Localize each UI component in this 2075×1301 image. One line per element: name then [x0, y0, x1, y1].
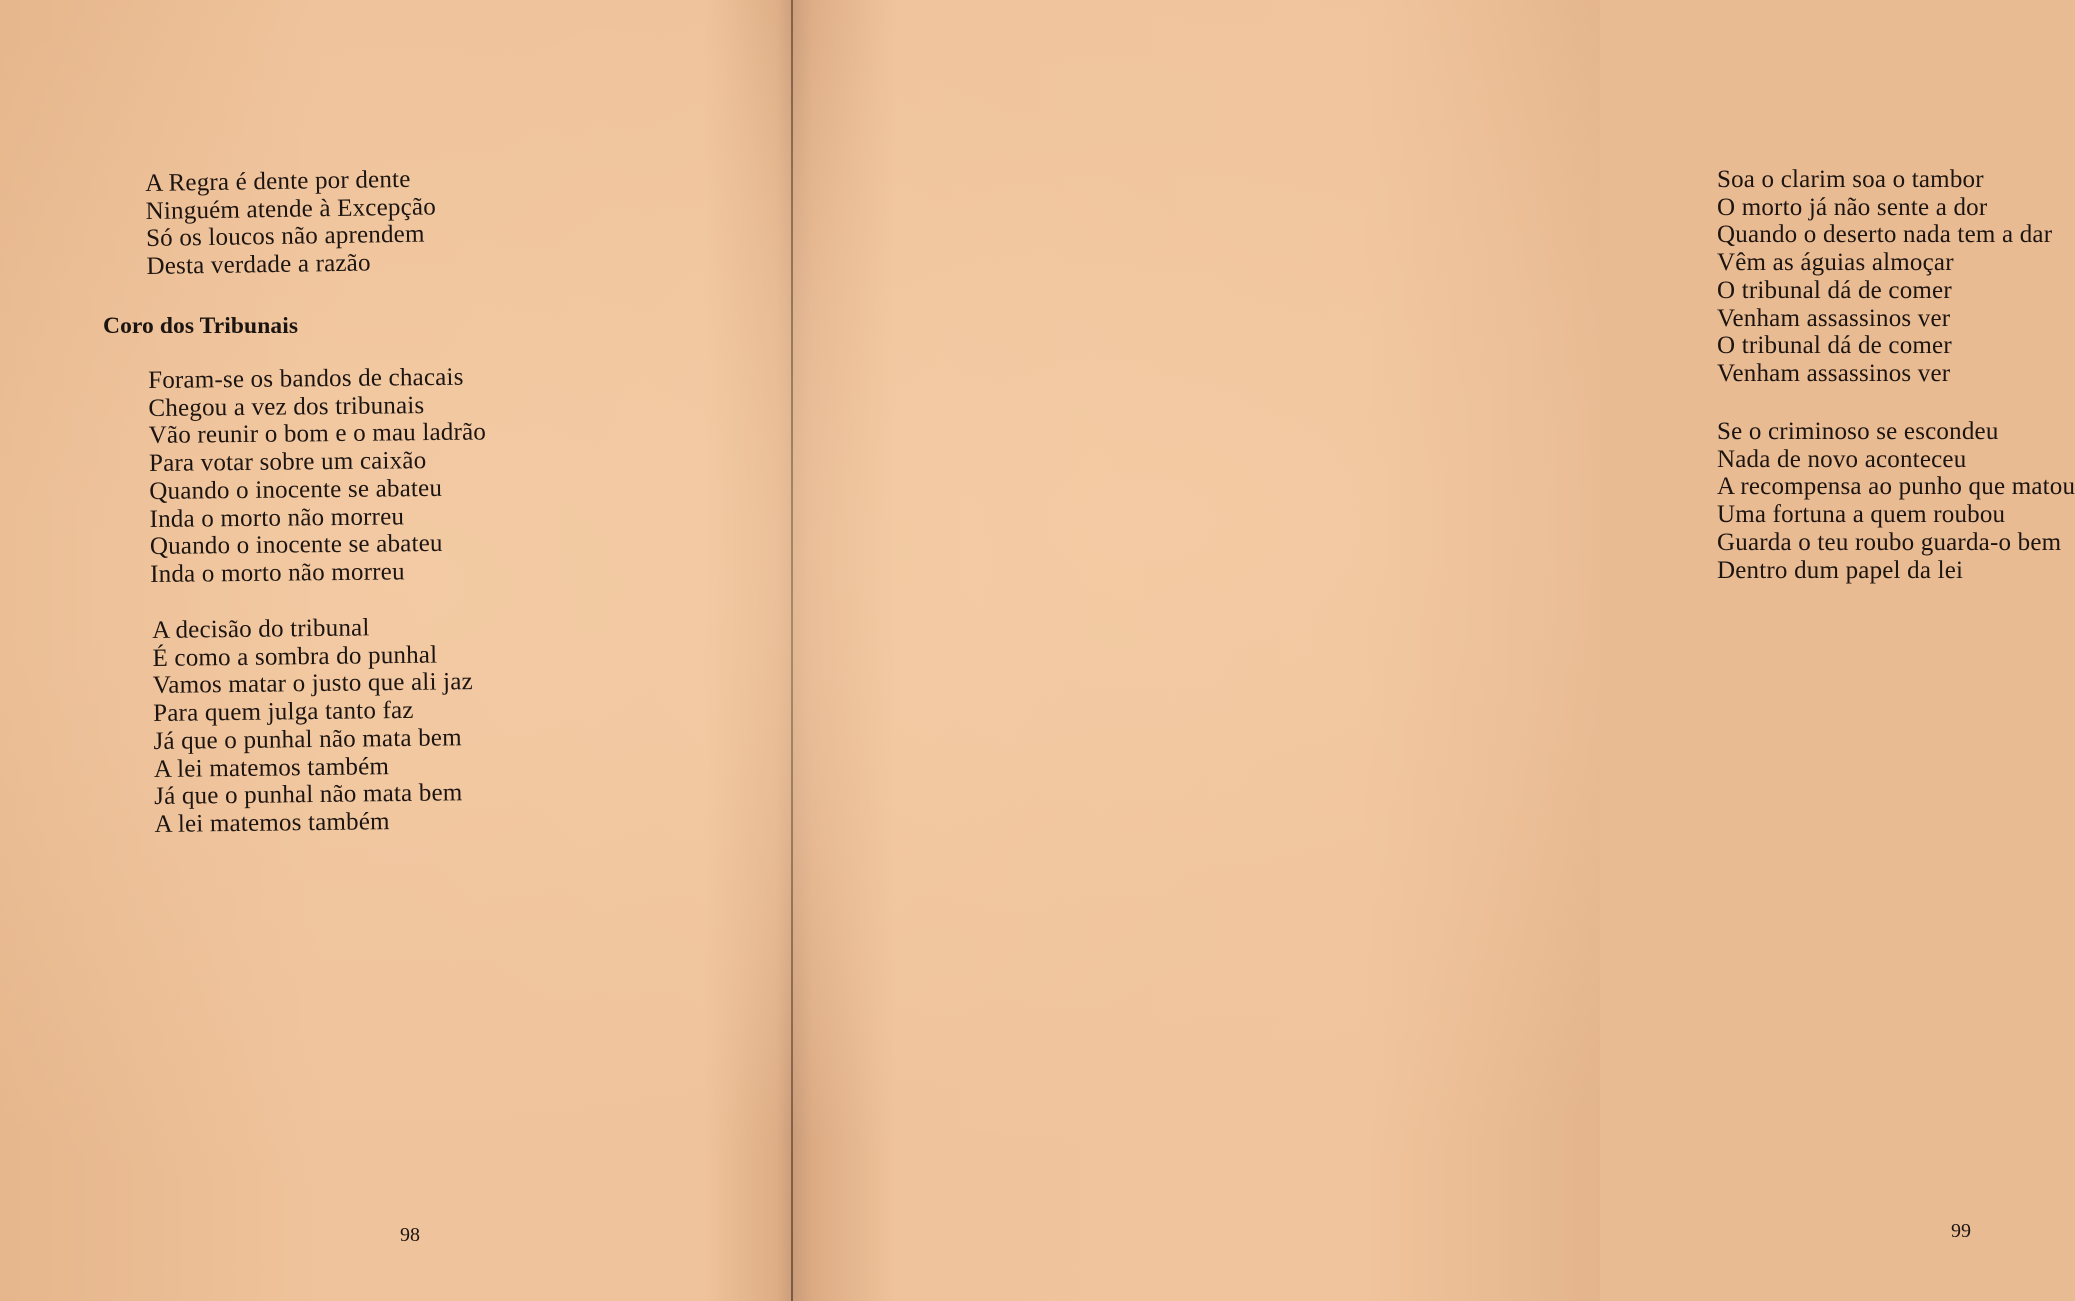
- book-gutter: [791, 0, 793, 1301]
- verse-line: Quando o inocente se abateu: [149, 474, 443, 505]
- verse-line: Para votar sobre um caixão: [148, 447, 427, 478]
- right-stanza-1: [1717, 166, 2052, 388]
- verse-line: A recompensa ao punho que matou: [1717, 473, 2075, 501]
- verse-line: Nada de novo aconteceu: [1717, 445, 1967, 473]
- verse-line: Vêm as águias almoçar: [1717, 249, 1954, 277]
- verse-line: O tribunal dá de comer: [1717, 332, 1952, 360]
- page-number-left: 98: [400, 1224, 420, 1246]
- verse-line: Venham assassinos ver: [1717, 304, 1951, 332]
- verse-line: Ninguém atende à Excepção: [145, 193, 437, 225]
- verse-line: A lei matemos também: [153, 752, 390, 783]
- verse-line: Guarda o teu roubo guarda-o bem: [1717, 528, 2062, 556]
- verse-line: Uma fortuna a quem roubou: [1717, 501, 2006, 529]
- verse-line: A Regra é dente por dente: [145, 165, 411, 197]
- page-number-right: 99: [1951, 1220, 1971, 1242]
- right-stanza-2: [1717, 418, 2075, 584]
- left-stanza-3: [152, 613, 475, 839]
- verse-line: Já que o punhal não mata bem: [154, 779, 463, 811]
- verse-line: Chegou a vez dos tribunais: [148, 391, 425, 422]
- verse-line: Desta verdade a razão: [146, 249, 371, 281]
- left-page: [0, 0, 792, 1301]
- verse-line: É como a sombra do punhal: [152, 641, 438, 672]
- verse-line: Venham assassinos ver: [1717, 359, 1951, 387]
- verse-line: O morto já não sente a dor: [1717, 193, 1988, 221]
- verse-line: Vamos matar o justo que ali jaz: [152, 668, 473, 700]
- verse-line: Se o criminoso se escondeu: [1717, 418, 1999, 445]
- verse-line: Vão reunir o bom e o mau ladrão: [148, 418, 487, 450]
- verse-line: Foram-se os bandos de chacais: [148, 363, 464, 394]
- verse-line: Quando o inocente se abateu: [149, 530, 443, 561]
- verse-line: Inda o morto não morreu: [150, 558, 405, 588]
- verse-line: Quando o deserto nada tem a dar: [1717, 221, 2053, 249]
- verse-line: Dentro dum papel da lei: [1717, 556, 1964, 584]
- verse-line: A decisão do tribunal: [152, 614, 370, 644]
- verse-line: A lei matemos também: [154, 808, 390, 838]
- left-stanza-2: [148, 363, 488, 588]
- verse-line: Inda o morto não morreu: [149, 502, 405, 533]
- verse-line: Soa o clarim soa o tambor: [1717, 166, 1984, 193]
- verse-line: O tribunal dá de comer: [1717, 276, 1952, 304]
- left-stanza-1: [145, 165, 437, 280]
- right-page: [795, 0, 2075, 1301]
- verse-line: Já que o punhal não mata bem: [153, 724, 462, 755]
- verse-line: Só os loucos não aprendem: [145, 221, 425, 253]
- verse-line: Para quem julga tanto faz: [153, 696, 414, 728]
- section-title: Coro dos Tribunais: [103, 313, 299, 339]
